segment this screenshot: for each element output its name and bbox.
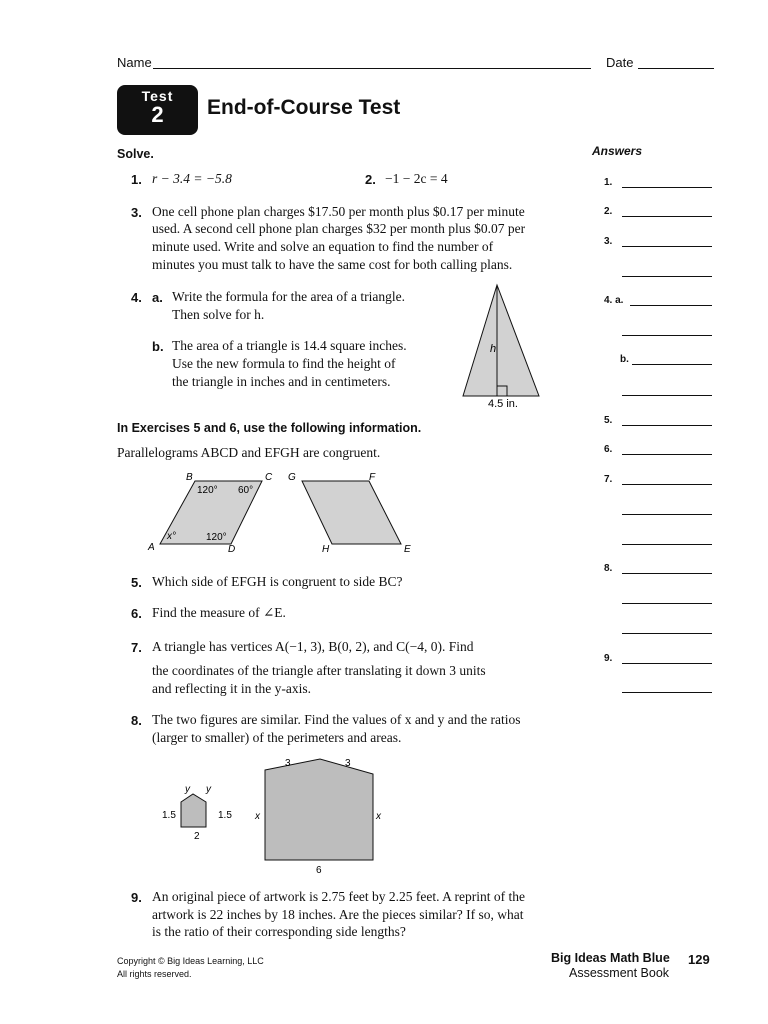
triangle-base-label: 4.5 in. bbox=[488, 398, 518, 410]
problem-1-number: 1. bbox=[131, 172, 142, 187]
answer-4b-line[interactable] bbox=[632, 364, 712, 365]
parallelogram-statement: Parallelograms ABCD and EFGH are congruent. bbox=[117, 445, 381, 460]
problem-1-text: r − 3.4 = −5.8 bbox=[152, 171, 232, 186]
answer-7-line-extra-2[interactable] bbox=[622, 544, 712, 545]
answer-3-line[interactable] bbox=[622, 246, 712, 247]
answer-7-label: 7. bbox=[604, 474, 613, 485]
problem-6-number: 6. bbox=[131, 606, 142, 621]
answer-4a-label: 4. a. bbox=[604, 295, 624, 306]
small-pentagon bbox=[181, 794, 206, 827]
test-badge bbox=[117, 85, 198, 135]
section-5-6-heading: In Exercises 5 and 6, use the following information. bbox=[117, 421, 422, 435]
answer-2-line[interactable] bbox=[622, 216, 712, 217]
problem-7-line-2: the coordinates of the triangle after translating it down 3 units bbox=[152, 663, 486, 678]
problem-3-line-1: One cell phone plan charges $17.50 per month plus $0.17 per minute bbox=[152, 204, 525, 219]
answer-5-label: 5. bbox=[604, 415, 613, 426]
problem-4a-line-2: Then solve for h. bbox=[172, 307, 265, 322]
page-title: End-of-Course Test bbox=[207, 96, 401, 119]
large-right-side: x bbox=[376, 811, 381, 822]
footer-book-sub: Assessment Book bbox=[569, 966, 670, 980]
vertex-e: E bbox=[404, 544, 411, 555]
answer-8-label: 8. bbox=[604, 563, 613, 574]
small-left-side: 1.5 bbox=[162, 810, 176, 821]
problem-8-number: 8. bbox=[131, 713, 142, 728]
badge-number: 2 bbox=[151, 102, 164, 127]
problem-7-number: 7. bbox=[131, 640, 142, 655]
vertex-g: G bbox=[288, 472, 296, 483]
problem-3-line-2: used. A second cell phone plan charges $32 per month plus $0.07 per bbox=[152, 221, 526, 236]
vertex-h: H bbox=[322, 544, 330, 555]
vertex-b: B bbox=[186, 472, 193, 483]
name-field[interactable] bbox=[153, 68, 591, 69]
vertex-a: A bbox=[148, 542, 155, 553]
problem-9-number: 9. bbox=[131, 890, 142, 905]
problem-8-line-1: The two figures are similar. Find the values of x and y and the ratios bbox=[152, 712, 521, 727]
solve-label: Solve. bbox=[117, 147, 154, 161]
triangle-figure bbox=[455, 280, 555, 410]
answers-label: Answers bbox=[592, 144, 643, 158]
answer-4b-label: b. bbox=[620, 354, 629, 365]
parallelograms-figure bbox=[140, 466, 430, 558]
small-bottom-side: 2 bbox=[194, 831, 200, 842]
similar-figures bbox=[150, 752, 400, 877]
answer-8-line-extra-1[interactable] bbox=[622, 603, 712, 604]
problem-4b-label: b. bbox=[152, 339, 164, 354]
answer-4a-line[interactable] bbox=[630, 305, 712, 306]
problem-4a-line-1: Write the formula for the area of a triangle. bbox=[172, 289, 405, 304]
name-label: Name bbox=[117, 55, 152, 70]
answer-7-line[interactable] bbox=[622, 484, 712, 485]
angle-c-label: 60° bbox=[238, 485, 254, 496]
problem-2-number: 2. bbox=[365, 172, 376, 187]
answer-4a-line-extra[interactable] bbox=[622, 335, 712, 336]
vertex-c: C bbox=[265, 472, 273, 483]
problem-9-line-3: is the ratio of their corresponding side lengths? bbox=[152, 924, 406, 939]
problem-5-text: Which side of EFGH is congruent to side BC? bbox=[152, 574, 403, 589]
problem-4b-line-1: The area of a triangle is 14.4 square inches. bbox=[172, 338, 407, 353]
small-y-left: y bbox=[185, 784, 190, 795]
date-label: Date bbox=[606, 55, 634, 70]
problem-8-line-2: (larger to smaller) of the perimeters and areas. bbox=[152, 730, 402, 745]
parallelogram-efgh bbox=[302, 481, 401, 544]
answer-1-label: 1. bbox=[604, 177, 613, 188]
large-top-right: 3 bbox=[345, 758, 351, 769]
date-field[interactable] bbox=[638, 68, 714, 69]
problem-3-line-4: minutes you must talk to have the same cost for both calling plans. bbox=[152, 257, 513, 272]
problem-3-number: 3. bbox=[131, 205, 142, 220]
triangle-shape bbox=[463, 285, 539, 396]
problem-2-text: −1 − 2c = 4 bbox=[385, 171, 448, 186]
vertex-d: D bbox=[228, 544, 236, 555]
page-number: 129 bbox=[688, 952, 710, 967]
large-top-left: 3 bbox=[285, 758, 291, 769]
answer-1-line[interactable] bbox=[622, 187, 712, 188]
large-pentagon bbox=[265, 759, 373, 860]
large-left-side: x bbox=[255, 811, 260, 822]
answer-2-label: 2. bbox=[604, 206, 613, 217]
answer-4b-line-extra[interactable] bbox=[622, 395, 712, 396]
problem-4a-label: a. bbox=[152, 290, 163, 305]
problem-9-line-2: artwork is 22 inches by 18 inches. Are the pieces similar? If so, what bbox=[152, 907, 524, 922]
problem-9-line-1: An original piece of artwork is 2.75 feet by 2.25 feet. A reprint of the bbox=[152, 889, 526, 904]
answer-8-line[interactable] bbox=[622, 573, 712, 574]
footer-copyright: Copyright © Big Ideas Learning, LLC bbox=[117, 956, 264, 966]
problem-4b-line-3: the triangle in inches and in centimeters. bbox=[172, 374, 391, 389]
answer-5-line[interactable] bbox=[622, 425, 712, 426]
footer-book-title: Big Ideas Math Blue bbox=[551, 951, 670, 965]
angle-b-label: 120° bbox=[197, 485, 218, 496]
small-right-side: 1.5 bbox=[218, 810, 232, 821]
badge-word: Test bbox=[141, 88, 174, 104]
problem-7-line-3: and reflecting it in the y-axis. bbox=[152, 681, 311, 696]
problem-7-line-1: A triangle has vertices A(−1, 3), B(0, 2), and C(−4, 0). Find bbox=[152, 639, 474, 654]
triangle-h-label: h bbox=[490, 343, 497, 355]
answer-6-label: 6. bbox=[604, 444, 613, 455]
small-y-right: y bbox=[206, 784, 211, 795]
answer-9-line-extra[interactable] bbox=[622, 692, 712, 693]
answer-8-line-extra-2[interactable] bbox=[622, 633, 712, 634]
vertex-f: F bbox=[369, 472, 376, 483]
problem-3-line-3: minute used. Write and solve an equation to find the number of bbox=[152, 239, 494, 254]
problem-6-text: Find the measure of ∠E. bbox=[152, 605, 286, 620]
problem-4b-line-2: Use the new formula to find the height of bbox=[172, 356, 396, 371]
angle-d-label: 120° bbox=[206, 532, 227, 543]
answer-3-label: 3. bbox=[604, 236, 613, 247]
footer-rights: All rights reserved. bbox=[117, 969, 192, 979]
answer-9-label: 9. bbox=[604, 653, 613, 664]
answer-3-line-extra[interactable] bbox=[622, 276, 712, 277]
problem-5-number: 5. bbox=[131, 575, 142, 590]
angle-a-label: x° bbox=[167, 531, 176, 542]
answer-6-line[interactable] bbox=[622, 454, 712, 455]
answer-9-line[interactable] bbox=[622, 663, 712, 664]
answer-7-line-extra-1[interactable] bbox=[622, 514, 712, 515]
large-bottom-side: 6 bbox=[316, 865, 322, 876]
problem-4-number: 4. bbox=[131, 290, 142, 305]
